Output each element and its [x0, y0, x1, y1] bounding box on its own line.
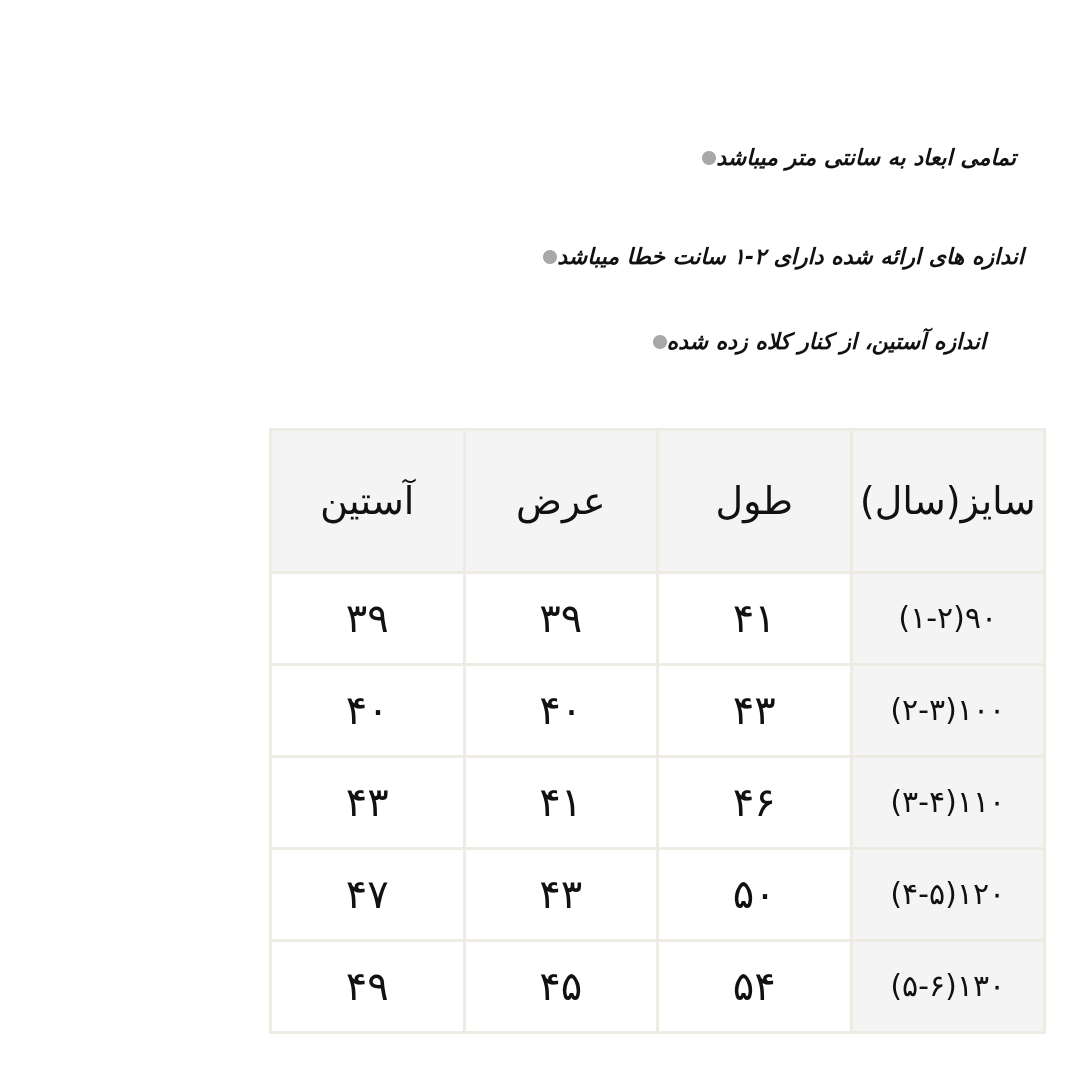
bullet-icon [653, 335, 667, 349]
width-cell: ۴۱ [464, 757, 658, 849]
size-cell: ۱۱۰(۳-۴) [851, 757, 1045, 849]
table-header-row [271, 430, 1045, 573]
width-cell: ۴۳ [464, 849, 658, 941]
size-table [269, 428, 1046, 1034]
width-cell: ۴۵ [464, 941, 658, 1033]
bullet-icon [702, 151, 716, 165]
length-cell: ۴۱ [658, 573, 852, 665]
length-cell: ۵۰ [658, 849, 852, 941]
header-size: سایز(سال) [851, 430, 1045, 573]
note-item [653, 322, 1046, 362]
note-item [543, 237, 1046, 277]
notes-list [0, 0, 1080, 400]
bullet-icon [543, 250, 557, 264]
size-cell: ۱۰۰(۲-۳) [851, 665, 1045, 757]
size-cell: ۱۳۰(۵-۶) [851, 941, 1045, 1033]
length-cell: ۴۶ [658, 757, 852, 849]
size-cell: ۹۰(۱-۲) [851, 573, 1045, 665]
sleeve-cell: ۴۹ [271, 941, 465, 1033]
note-text: اندازه آستین، از کنار کلاه زده شده [666, 329, 986, 355]
width-cell: ۳۹ [464, 573, 658, 665]
table-row [271, 665, 1045, 757]
note-text: اندازه های ارائه شده دارای ۲-۱ سانت خطا میباشد [557, 244, 1024, 270]
size-cell: ۱۲۰(۴-۵) [851, 849, 1045, 941]
length-cell: ۵۴ [658, 941, 852, 1033]
table-row [271, 849, 1045, 941]
header-width: عرض [464, 430, 658, 573]
sleeve-cell: ۳۹ [271, 573, 465, 665]
table-row [271, 573, 1045, 665]
header-length: طول [658, 430, 852, 573]
note-text: تمامی ابعاد به سانتی متر میباشد [716, 145, 1016, 171]
table-row [271, 757, 1045, 849]
sleeve-cell: ۴۷ [271, 849, 465, 941]
width-cell: ۴۰ [464, 665, 658, 757]
table-row [271, 941, 1045, 1033]
length-cell: ۴۳ [658, 665, 852, 757]
sleeve-cell: ۴۳ [271, 757, 465, 849]
note-item [702, 138, 1046, 178]
sleeve-cell: ۴۰ [271, 665, 465, 757]
header-sleeve: آستین [271, 430, 465, 573]
